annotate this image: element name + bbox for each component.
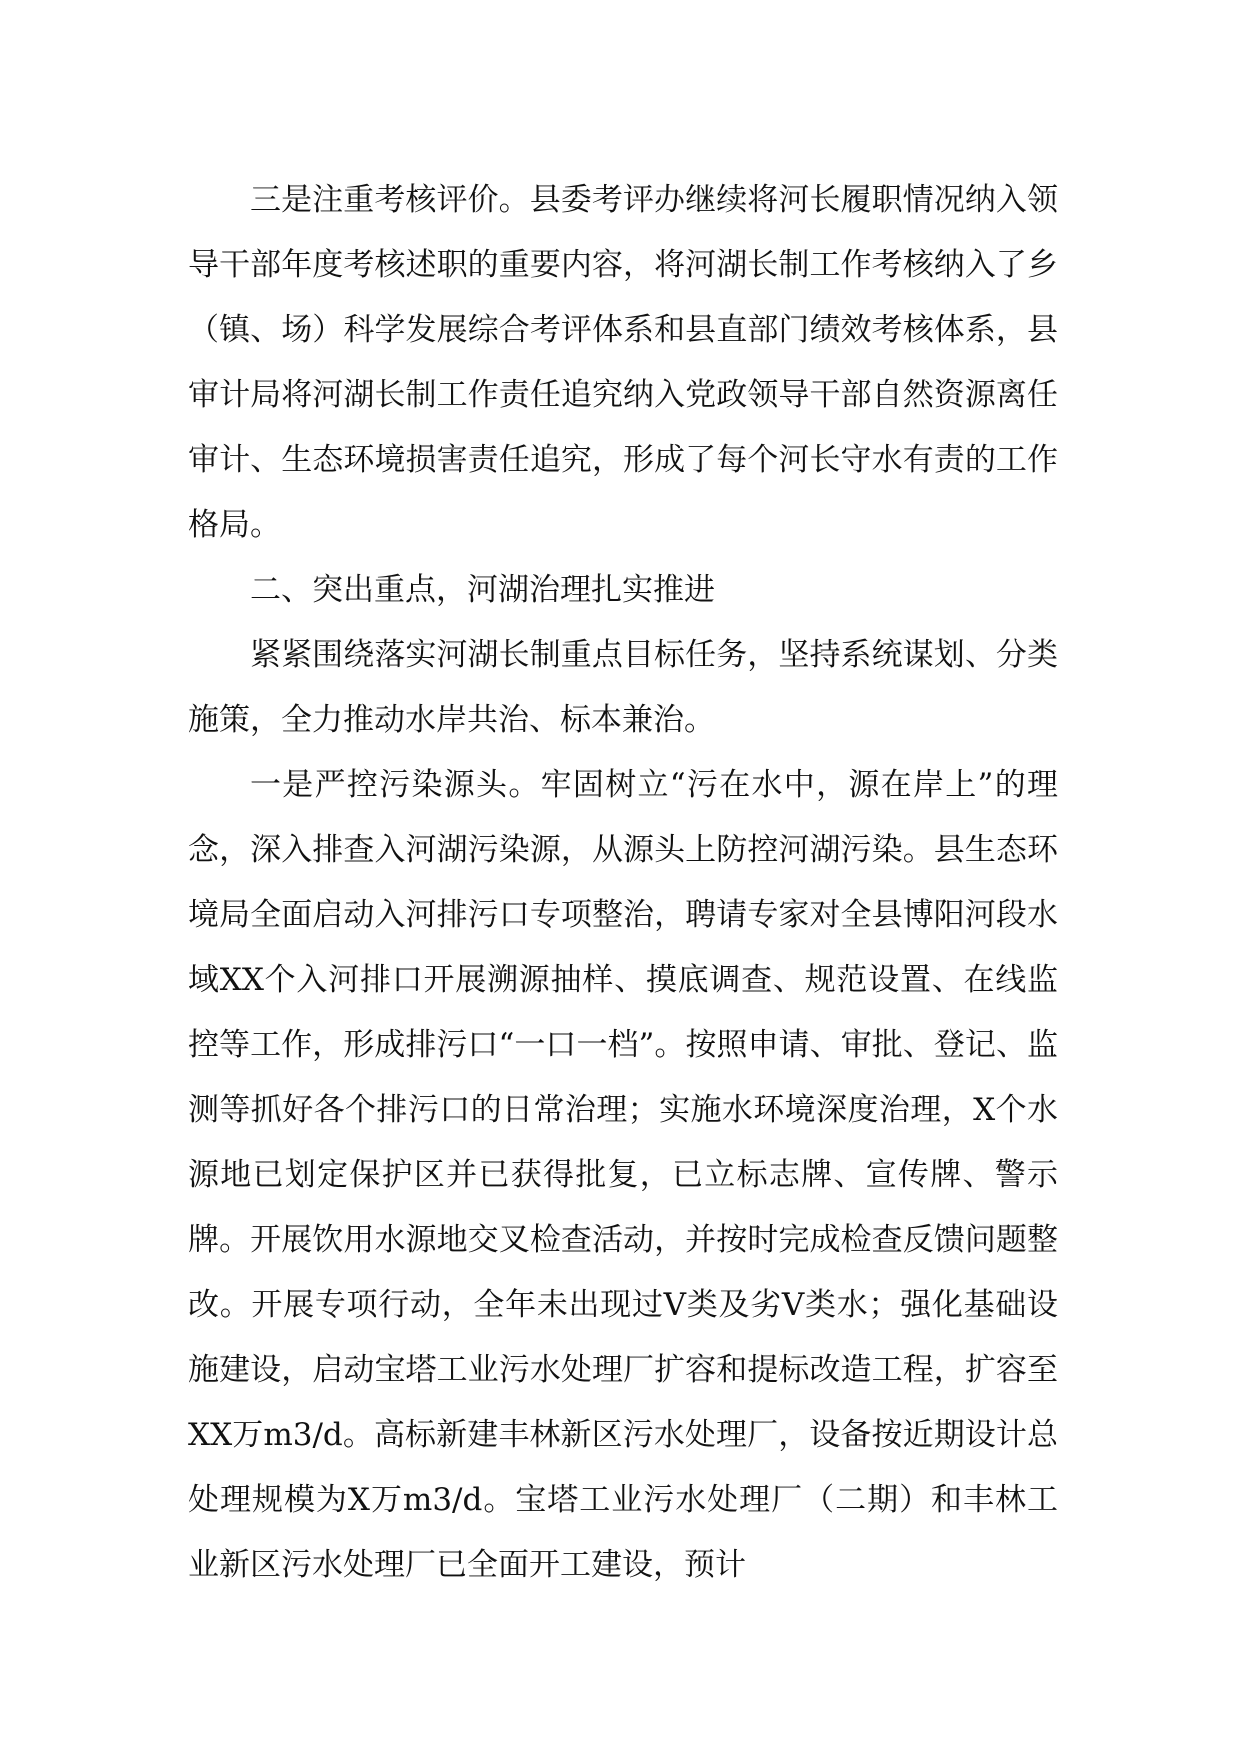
document-body xyxy=(188,168,1058,1598)
section-heading: 二、突出重点，河湖治理扎实推进 xyxy=(250,572,715,608)
paragraph-intro: 紧紧围绕落实河湖长制重点目标任务，坚持系统谋划、分类施策，全力推动水岸共治、标本兼治。 xyxy=(188,637,1058,738)
paragraph-pollution-control: 一是严控污染源头。牢固树立“污在水中，源在岸上”的理念，深入排查入河湖污染源，从源头上防控河湖污染。县生态环境局全面启动入河排污口专项整治，聘请专家对全县博阳河段水域XX个入河排口开展溯源抽样、摸底调查、规范设置、在线监控等工作，形成排污口“一口一档”。按照申请、审批、登记、监测等抓好各个排污口的日常治理；实施水环境深度治理，X个水源地已划定保护区并已获得批复，已立标志牌、宣传牌、警示牌。开展饮用水源地交叉检查活动，并按时完成检查反馈问题整改。开展专项行动，全年未出现过V类及劣V类水；强化基础设施建设，启动宝塔工业污水处理厂扩容和提标改造工程，扩容至XX万m3/d。高标新建丰林新区污水处理厂，设备按近期设计总处理规模为X万m3/d。宝塔工业污水处理厂（二期）和丰林工业新区污水处理厂已全面开工建设，预计 xyxy=(188,767,1058,1583)
paragraph-assessment: 三是注重考核评价。县委考评办继续将河长履职情况纳入领导干部年度考核述职的重要内容，将河湖长制工作考核纳入了乡（镇、场）科学发展综合考评体系和县直部门绩效考核体系，县审计局将河湖长制工作责任追究纳入党政领导干部自然资源离任审计、生态环境损害责任追究，形成了每个河长守水有责的工作格局。 xyxy=(188,182,1058,543)
